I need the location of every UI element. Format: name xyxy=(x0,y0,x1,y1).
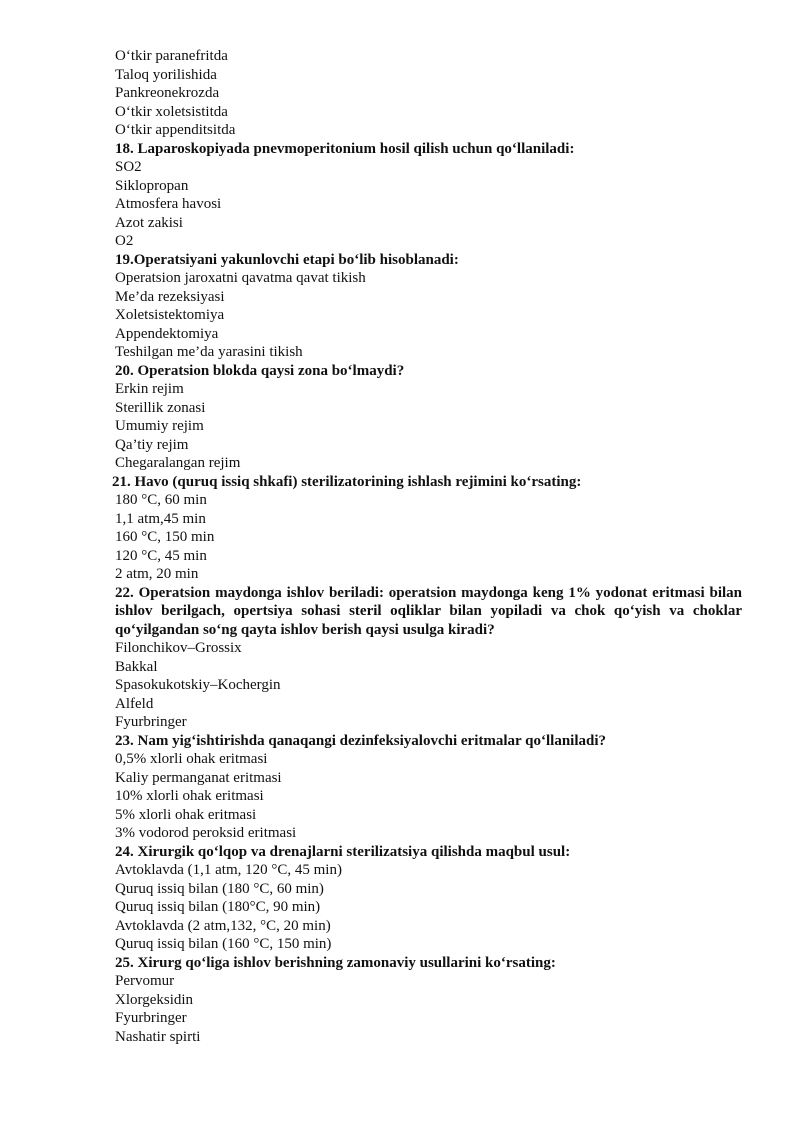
question-text: 20. Operatsion blokda qaysi zona bo‘lmaydi? xyxy=(115,362,405,379)
options-top xyxy=(115,47,742,140)
question-text: 23. Nam yig‘ishtirishda qanaqangi dezinfeksiyalovchi eritmalar qo‘llaniladi? xyxy=(115,732,607,749)
answer-option: SO2 xyxy=(115,159,142,175)
question-text: 24. Xirurgik qo‘lqop va drenajlarni sterilizatsiya qilishda maqbul usul: xyxy=(115,843,571,860)
answer-option: Operatsion jaroxatni qavatma qavat tikish xyxy=(115,270,366,286)
answer-option: Chegaralangan rejim xyxy=(115,455,241,471)
answer-option: Atmosfera havosi xyxy=(115,196,222,212)
answer-option: 3% vodorod peroksid eritmasi xyxy=(115,825,297,841)
question-22 xyxy=(115,584,742,732)
answer-option: Quruq issiq bilan (180 °C, 60 min) xyxy=(115,880,324,897)
question-text: 21. Havo (quruq issiq shkafi) sterilizatorining ishlash rejimini ko‘rsating: xyxy=(112,473,582,490)
answer-option: O‘tkir appenditsitda xyxy=(115,122,236,138)
question-20 xyxy=(115,362,742,473)
answer-option: 5% xlorli ohak eritmasi xyxy=(115,806,257,823)
answer-option: Quruq issiq bilan (180°C, 90 min) xyxy=(115,899,321,915)
question-24 xyxy=(115,843,742,954)
answer-option: Avtoklavda (1,1 atm, 120 °C, 45 min) xyxy=(115,862,342,878)
answer-option: 160 °C, 150 min xyxy=(115,529,215,545)
answer-option: Fyurbringer xyxy=(115,1010,187,1026)
answer-option: Avtoklavda (2 atm,132, °C, 20 min) xyxy=(115,917,331,934)
question-text: 22. Operatsion maydonga ishlov beriladi: operatsion maydonga keng 1% yodonat eritmasi bilan ishlov berilgach, opertsiya sohasi steril oqliklar bilan yopiladi va chok qo‘yish va choklar qo‘yilgandan so‘ng qayta ishlov berish qaysi usulga kiradi? xyxy=(115,584,742,638)
question-text: 18. Laparoskopiyada pnevmoperitonium hosil qilish uchun qo‘llaniladi: xyxy=(115,140,575,157)
question-19 xyxy=(115,251,742,362)
answer-option: Pervomur xyxy=(115,973,175,989)
answer-option: 2 atm, 20 min xyxy=(115,566,199,582)
answer-option: Filonchikov–Grossix xyxy=(115,640,242,656)
answer-option: Pankreonekrozda xyxy=(115,85,220,101)
answer-option: Alfeld xyxy=(115,695,154,712)
answer-option: Appendektomiya xyxy=(115,325,219,342)
answer-option: Siklopropan xyxy=(115,177,189,194)
question-25 xyxy=(115,954,742,1047)
answer-option: Xlorgeksidin xyxy=(115,991,194,1008)
answer-option: Sterillik zonasi xyxy=(115,399,206,416)
question-text: 19.Operatsiyani yakunlovchi etapi bo‘lib hisoblanadi: xyxy=(115,251,459,268)
answer-option: Bakkal xyxy=(115,658,158,675)
answer-option: Erkin rejim xyxy=(115,381,184,397)
answer-option: 1,1 atm,45 min xyxy=(115,510,206,527)
answer-option: Taloq yorilishida xyxy=(115,66,217,83)
answer-option: Umumiy rejim xyxy=(115,418,204,434)
answer-option: Kaliy permanganat eritmasi xyxy=(115,769,282,786)
answer-option: Teshilgan me’da yarasini tikish xyxy=(115,344,303,360)
answer-option: 10% xlorli ohak eritmasi xyxy=(115,788,264,804)
answer-option: Quruq issiq bilan (160 °C, 150 min) xyxy=(115,936,332,952)
answer-option: 180 °C, 60 min xyxy=(115,492,207,508)
question-18 xyxy=(115,140,742,251)
question-text: 25. Xirurg qo‘liga ishlov berishning zamonaviy usullarini ko‘rsating: xyxy=(115,954,556,971)
answer-option: Xoletsistektomiya xyxy=(115,307,225,323)
answer-option: 0,5% xlorli ohak eritmasi xyxy=(115,751,268,767)
answer-option: Fyurbringer xyxy=(115,714,187,730)
answer-option: Me’da rezeksiyasi xyxy=(115,288,225,305)
answer-option: Nashatir spirti xyxy=(115,1028,201,1045)
answer-option: O2 xyxy=(115,233,134,249)
answer-option: O‘tkir xoletsistitda xyxy=(115,103,228,120)
question-23 xyxy=(115,732,742,843)
answer-option: 120 °C, 45 min xyxy=(115,547,207,564)
answer-option: Azot zakisi xyxy=(115,214,183,231)
answer-option: Qa’tiy rejim xyxy=(115,436,189,453)
question-21 xyxy=(112,473,742,584)
answer-option: O‘tkir paranefritda xyxy=(115,48,228,64)
document-body xyxy=(112,47,742,1046)
answer-option: Spasokukotskiy–Kochergin xyxy=(115,677,281,693)
